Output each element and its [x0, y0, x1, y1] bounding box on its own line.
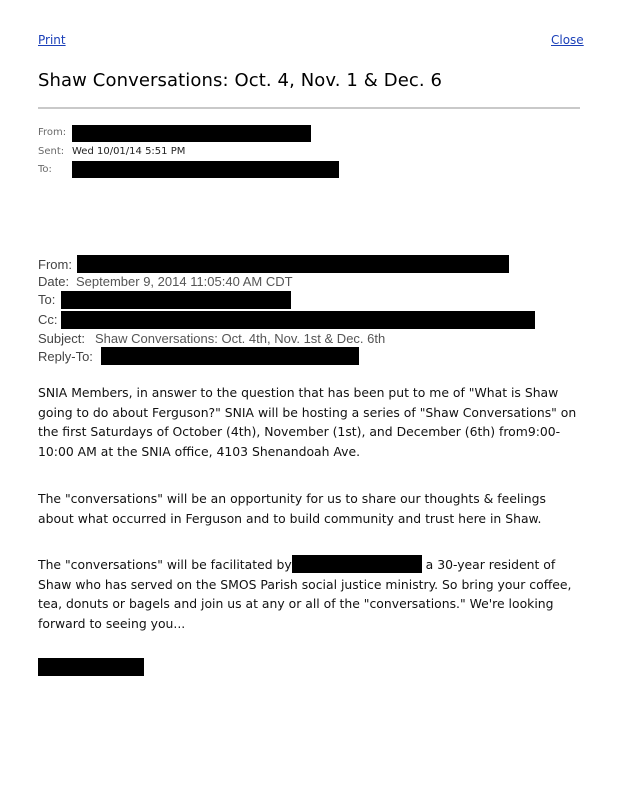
message-subject: Shaw Conversations: Oct. 4, Nov. 1 & Dec. 6: [38, 70, 443, 91]
body-line: tea, donuts or bagels and join us at any or all of the "conversations." We're looking: [38, 596, 554, 611]
sent-value: Wed 10/01/14 5:51 PM: [72, 146, 186, 157]
to-label: To:: [38, 164, 52, 175]
body-line: SNIA Members, in answer to the question that has been put to me of "What is Shaw: [38, 385, 559, 400]
redacted-fwd-cc: [61, 311, 535, 329]
body-paragraph-2: [38, 489, 598, 528]
redacted-fwd-replyto: [101, 347, 359, 365]
body-text: a 30-year resident of: [421, 557, 556, 572]
from-label: From:: [38, 127, 67, 138]
redacted-fwd-recipient: [61, 291, 291, 309]
sent-label: Sent:: [38, 146, 65, 157]
fwd-to-label: To:: [38, 292, 56, 307]
body-text: The "conversations" will be facilitated by: [38, 557, 292, 572]
fwd-subject-label: Subject:: [38, 331, 85, 346]
header-divider: [38, 107, 580, 109]
fwd-date-label: Date:: [38, 274, 70, 289]
body-line: the first Saturdays of October (4th), November (1st), and December (6th) from9:00-: [38, 424, 561, 439]
fwd-replyto-label: Reply-To:: [38, 349, 93, 364]
redacted-recipient: [72, 161, 339, 178]
redacted-signature: [38, 658, 144, 676]
body-line: 10:00 AM at the SNIA office, 4103 Shenandoah Ave.: [38, 443, 361, 459]
body-paragraph-1: [38, 383, 598, 461]
body-line: [38, 555, 598, 575]
redacted-facilitator: [292, 555, 422, 573]
fwd-subject-value: Shaw Conversations: Oct. 4th, Nov. 1st & Dec. 6th: [95, 331, 386, 346]
body-line: forward to seeing you...: [38, 615, 186, 631]
redacted-sender: [72, 125, 311, 142]
body-line: Shaw who has served on the SMOS Parish social justice ministry. So bring your coffee,: [38, 576, 572, 592]
fwd-cc-label: Cc:: [38, 312, 58, 327]
print-link[interactable]: Print: [38, 33, 66, 47]
fwd-from-label: From:: [38, 257, 72, 272]
close-link[interactable]: Close: [551, 33, 584, 47]
body-paragraph-3: [38, 555, 598, 633]
body-line: The "conversations" will be an opportunity for us to share our thoughts & feelings: [38, 491, 546, 506]
body-line: about what occurred in Ferguson and to build community and trust here in Shaw.: [38, 510, 542, 526]
redacted-fwd-sender: [77, 255, 509, 273]
body-line: going to do about Ferguson?" SNIA will be hosting a series of "Shaw Conversations" on: [38, 404, 577, 420]
fwd-date-value: September 9, 2014 11:05:40 AM CDT: [76, 274, 293, 289]
